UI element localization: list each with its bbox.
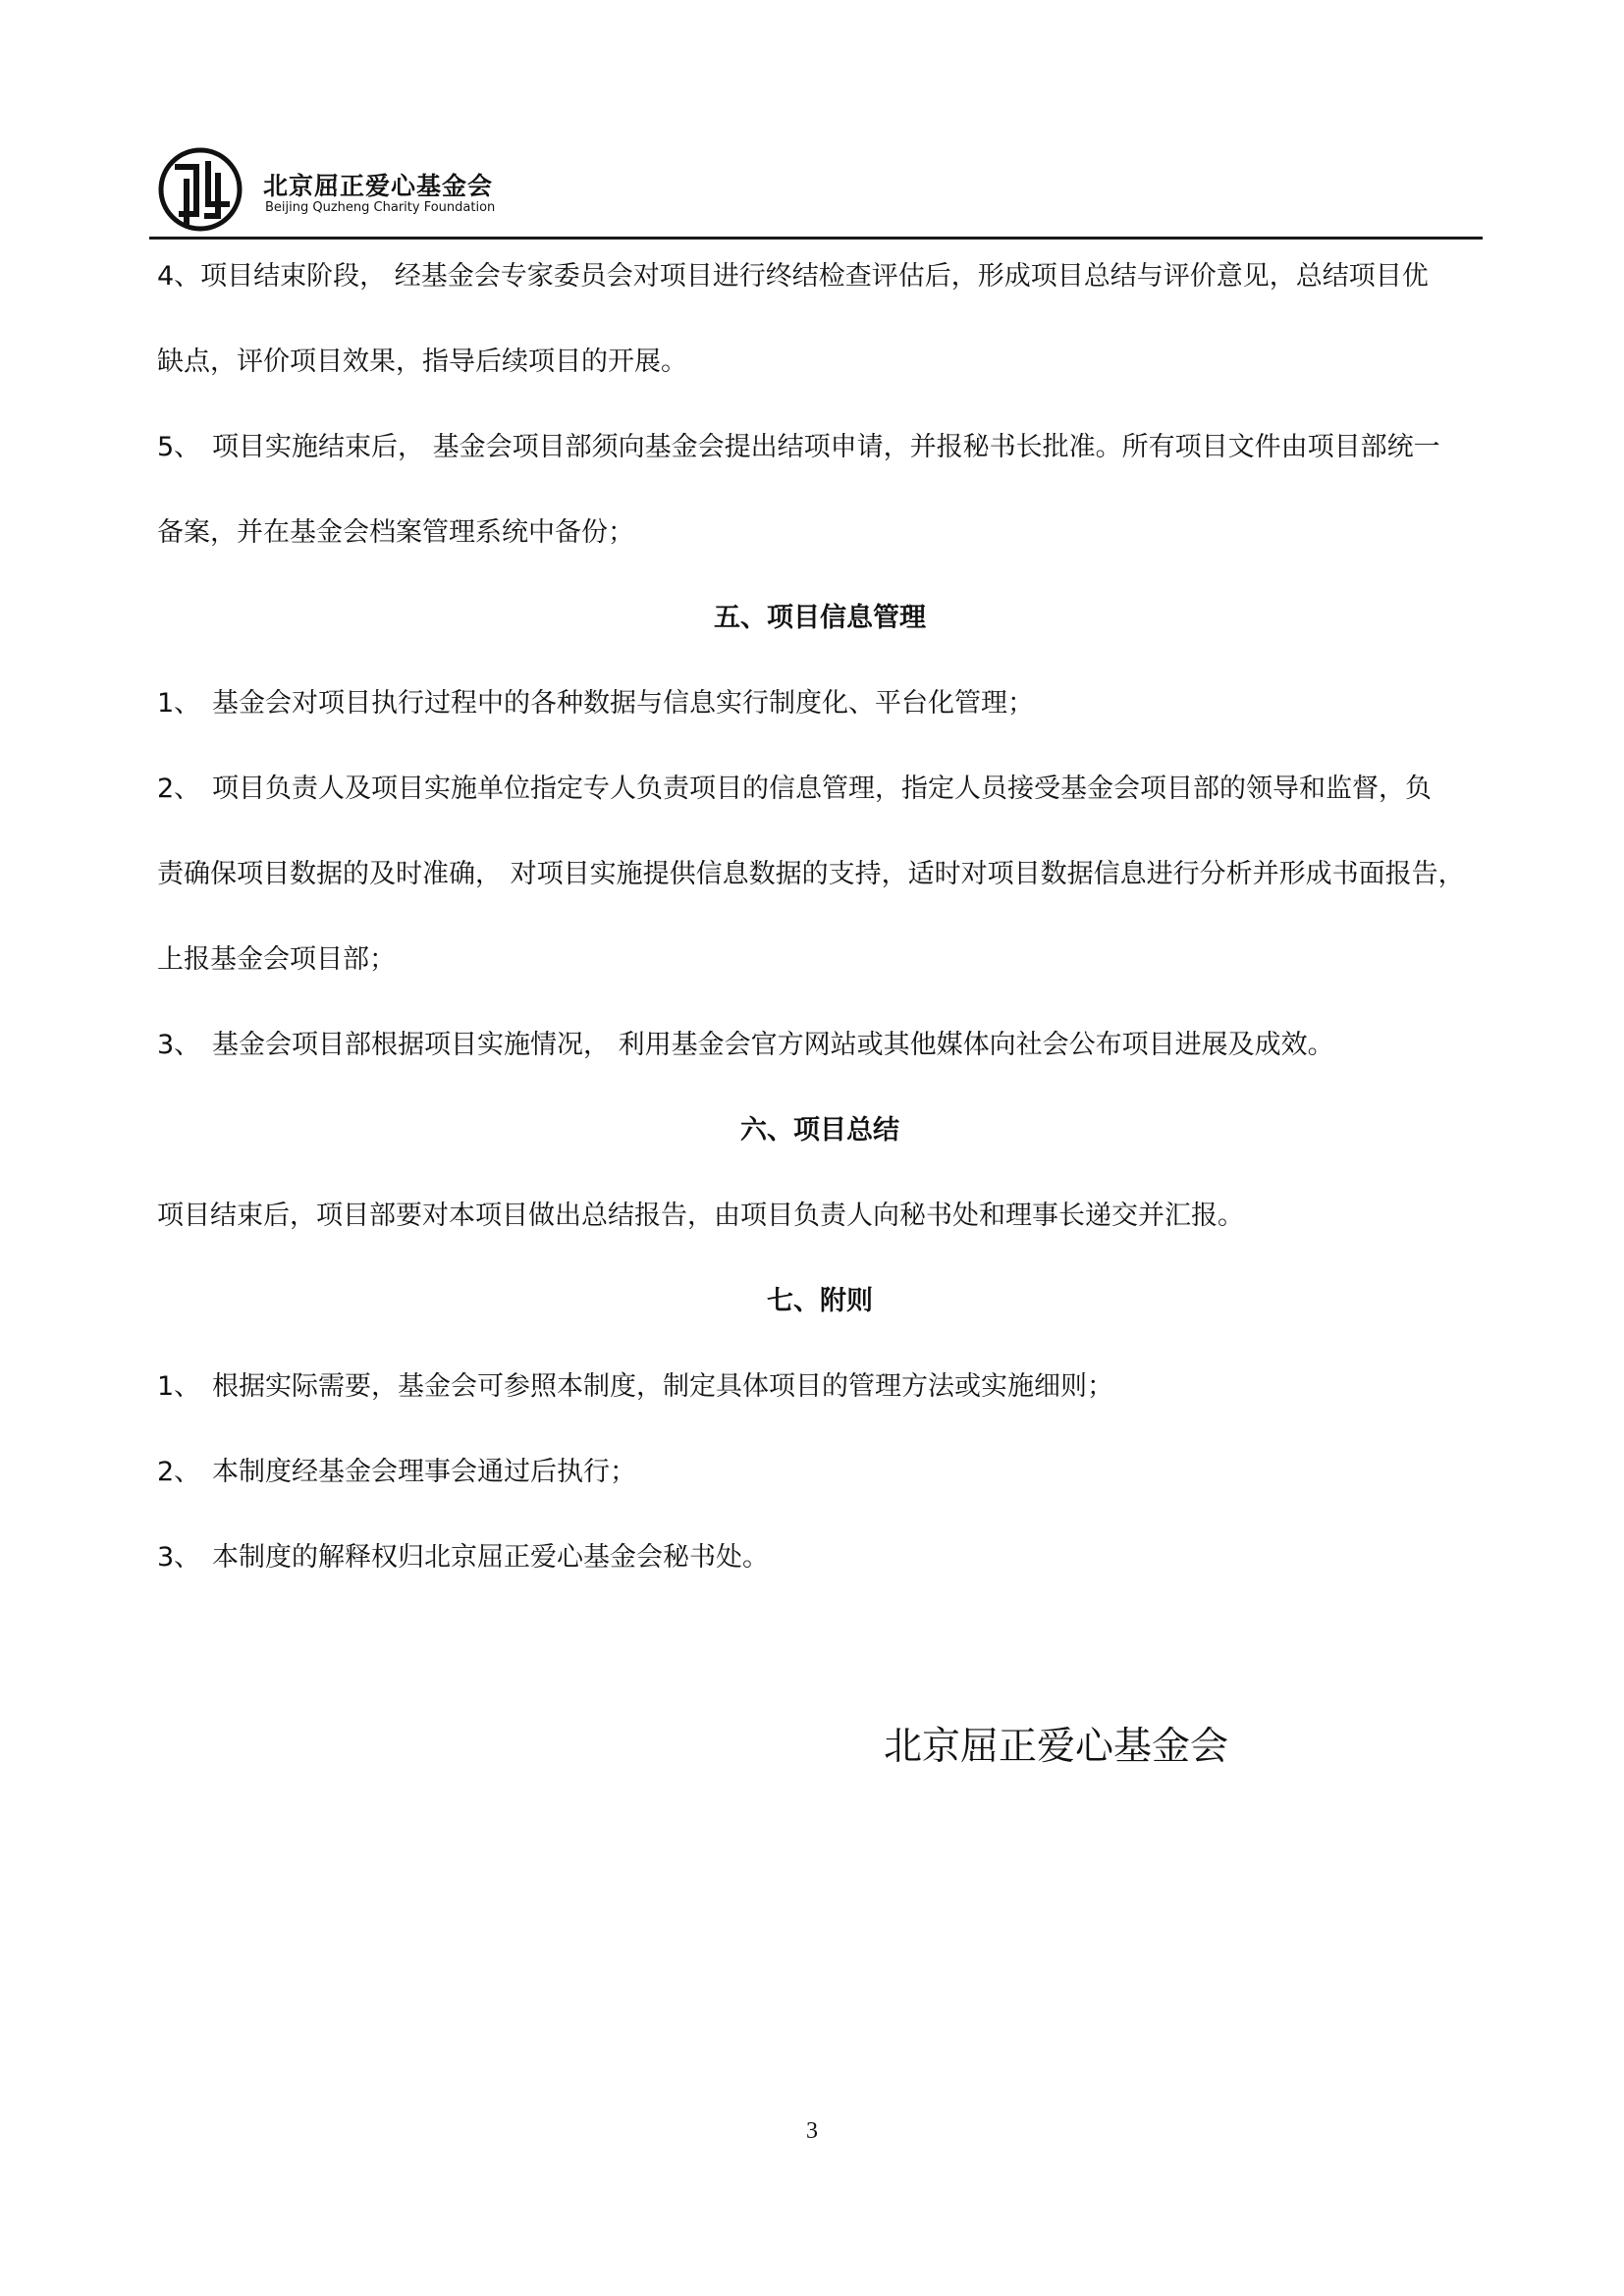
signature-org-name: 北京屈正爱心基金会 bbox=[884, 1725, 1229, 1769]
item-number: 3、 bbox=[157, 1030, 201, 1060]
paragraph-4-line-1: 4、项目结束阶段， 经基金会专家委员会对项目进行终结检查评估后，形成项目总结与评价意见，总结项目优 bbox=[157, 261, 1429, 292]
org-name-en: Beijing Quzheng Charity Foundation bbox=[265, 200, 496, 215]
item-number: 2、 bbox=[157, 774, 201, 804]
item-text: 根据实际需要，基金会可参照本制度，制定具体项目的管理方法或实施细则； bbox=[212, 1371, 1113, 1402]
section-5-heading: 五、项目信息管理 bbox=[714, 603, 926, 633]
item-text: 基金会对项目执行过程中的各种数据与信息实行制度化、平台化管理； bbox=[212, 688, 1034, 719]
item-text: 本制度的解释权归北京屈正爱心基金会秘书处。 bbox=[212, 1542, 769, 1573]
item-number: 3、 bbox=[157, 1542, 201, 1573]
section-5-item-2-line-1 bbox=[157, 772, 1483, 807]
page-number: 3 bbox=[806, 2118, 818, 2144]
letterhead bbox=[157, 145, 1483, 236]
section-5-item-1 bbox=[157, 686, 1483, 721]
section-7-item-3 bbox=[157, 1540, 1483, 1575]
seal-logo-icon bbox=[157, 145, 244, 234]
paragraph-4-line-2: 缺点，评价项目效果，指导后续项目的开展。 bbox=[157, 347, 687, 377]
item-text: 基金会项目部根据项目实施情况， 利用基金会官方网站或其他媒体向社会公布项目进展及成效。 bbox=[212, 1030, 1334, 1060]
item-text: 项目实施结束后， 基金会项目部须向基金会提出结项申请，并报秘书长批准。所有项目文件由项目部统一 bbox=[212, 432, 1440, 462]
item-text: 本制度经基金会理事会通过后执行； bbox=[212, 1457, 636, 1487]
section-5-item-2-line-3: 上报基金会项目部； bbox=[157, 944, 396, 975]
section-5-item-2-line-2: 责确保项目数据的及时准确， 对项目实施提供信息数据的支持，适时对项目数据信息进行分析并形成书面报告， bbox=[157, 859, 1465, 889]
document-body bbox=[157, 259, 1483, 1626]
header-divider bbox=[149, 237, 1483, 240]
item-number: 5、 bbox=[157, 432, 201, 462]
section-6-heading: 六、项目总结 bbox=[740, 1115, 899, 1146]
item-text: 项目负责人及项目实施单位指定专人负责项目的信息管理，指定人员接受基金会项目部的领导和监督，负 bbox=[212, 774, 1432, 804]
item-number: 2、 bbox=[157, 1457, 201, 1487]
paragraph-5-line-1 bbox=[157, 430, 1483, 465]
section-7-heading: 七、附则 bbox=[767, 1286, 873, 1316]
paragraph-5-line-2: 备案，并在基金会档案管理系统中备份； bbox=[157, 517, 634, 548]
section-7-item-2 bbox=[157, 1455, 1483, 1490]
item-number: 1、 bbox=[157, 688, 201, 719]
item-number: 1、 bbox=[157, 1371, 201, 1402]
section-7-item-1 bbox=[157, 1369, 1483, 1405]
section-5-item-3 bbox=[157, 1028, 1483, 1063]
section-6-text: 项目结束后，项目部要对本项目做出总结报告，由项目负责人向秘书处和理事长递交并汇报。 bbox=[157, 1201, 1244, 1231]
org-name-cn: 北京屈正爱心基金会 bbox=[263, 172, 494, 200]
